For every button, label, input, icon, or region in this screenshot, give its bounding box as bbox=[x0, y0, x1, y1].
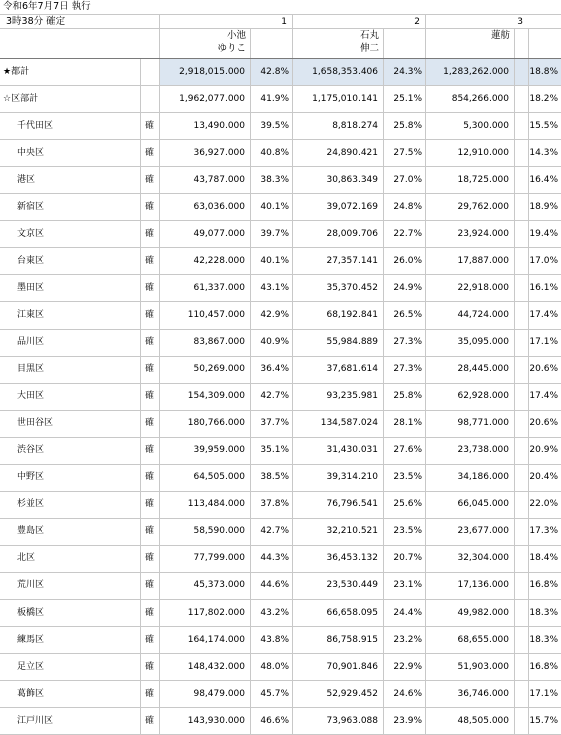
vote-share: 17.4% bbox=[529, 310, 558, 320]
grid-line bbox=[0, 58, 561, 59]
vote-share: 23.5% bbox=[393, 472, 422, 482]
vote-count: 13,490.000 bbox=[193, 121, 245, 131]
status-confirmed: 確 bbox=[145, 337, 155, 347]
ward-name: 北区 bbox=[17, 553, 36, 563]
status-confirmed: 確 bbox=[145, 689, 155, 699]
vote-share: 18.9% bbox=[529, 202, 558, 212]
status-confirmed: 確 bbox=[145, 310, 155, 320]
grid-line bbox=[0, 491, 561, 492]
grid-line bbox=[425, 15, 426, 28]
vote-share: 25.1% bbox=[393, 94, 422, 104]
vote-count: 63,036.000 bbox=[193, 202, 245, 212]
vote-share: 27.5% bbox=[393, 148, 422, 158]
vote-count: 23,738.000 bbox=[457, 445, 509, 455]
vote-share: 14.3% bbox=[529, 148, 558, 158]
vote-count: 48,505.000 bbox=[457, 716, 509, 726]
vote-share: 27.0% bbox=[393, 175, 422, 185]
ward-name: 墨田区 bbox=[17, 283, 45, 293]
vote-count: 32,210.521 bbox=[326, 526, 378, 536]
grid-line bbox=[0, 112, 561, 113]
vote-share: 16.4% bbox=[529, 175, 558, 185]
grid-line bbox=[0, 193, 561, 194]
status-confirmed: 確 bbox=[145, 445, 155, 455]
status-confirmed: 確 bbox=[145, 716, 155, 726]
status-confirmed: 確 bbox=[145, 418, 155, 428]
vote-count: 24,890.421 bbox=[326, 148, 378, 158]
vote-count: 39,072.169 bbox=[326, 202, 378, 212]
grid-line bbox=[0, 85, 561, 86]
vote-share: 20.6% bbox=[529, 418, 558, 428]
vote-count: 134,587.024 bbox=[320, 418, 378, 428]
candidate-number: 1 bbox=[281, 17, 287, 27]
vote-share: 25.6% bbox=[393, 499, 422, 509]
grid-line bbox=[0, 220, 561, 221]
vote-share: 40.8% bbox=[260, 148, 289, 158]
vote-count: 23,530.449 bbox=[326, 580, 378, 590]
vote-share: 40.9% bbox=[260, 337, 289, 347]
vote-share: 44.3% bbox=[260, 553, 289, 563]
vote-share: 17.1% bbox=[529, 689, 558, 699]
vote-share: 22.9% bbox=[393, 662, 422, 672]
vote-share: 23.2% bbox=[393, 635, 422, 645]
vote-count: 1,283,262.000 bbox=[443, 67, 509, 77]
grid-line bbox=[140, 58, 141, 734]
grid-line bbox=[0, 139, 561, 140]
ward-name: 豊島区 bbox=[17, 526, 45, 536]
vote-share: 16.8% bbox=[529, 662, 558, 672]
ward-name: 江戸川区 bbox=[17, 716, 54, 726]
vote-count: 37,681.614 bbox=[326, 364, 378, 374]
grid-line bbox=[0, 329, 561, 330]
candidate-name: 石丸 bbox=[359, 30, 379, 41]
vote-share: 24.8% bbox=[393, 202, 422, 212]
vote-share: 36.4% bbox=[260, 364, 289, 374]
ward-name: 文京区 bbox=[17, 229, 45, 239]
vote-count: 1,658,353.406 bbox=[312, 67, 378, 77]
vote-count: 1,175,010.141 bbox=[312, 94, 378, 104]
vote-count: 2,918,015.000 bbox=[179, 67, 245, 77]
ward-name: 荒川区 bbox=[17, 580, 45, 590]
status-confirmed: 確 bbox=[145, 175, 155, 185]
grid-line bbox=[0, 707, 561, 708]
candidate-name: ゆりこ bbox=[217, 43, 246, 54]
grid-line bbox=[0, 166, 561, 167]
vote-count: 22,918.000 bbox=[457, 283, 509, 293]
ward-name: 品川区 bbox=[17, 337, 45, 347]
grid-line bbox=[383, 28, 384, 734]
status-confirmed: 確 bbox=[145, 580, 155, 590]
ward-name: 足立区 bbox=[17, 662, 45, 672]
vote-share: 27.6% bbox=[393, 445, 422, 455]
ward-name: 大田区 bbox=[17, 391, 45, 401]
vote-share: 20.4% bbox=[529, 472, 558, 482]
vote-count: 83,867.000 bbox=[193, 337, 245, 347]
status-confirmed: 確 bbox=[145, 553, 155, 563]
vote-count: 8,818.274 bbox=[332, 121, 378, 131]
vote-count: 5,300.000 bbox=[463, 121, 509, 131]
ward-name: 港区 bbox=[17, 175, 36, 185]
vote-share: 15.7% bbox=[529, 716, 558, 726]
vote-count: 854,266.000 bbox=[451, 94, 509, 104]
vote-count: 49,077.000 bbox=[193, 229, 245, 239]
vote-count: 27,357.141 bbox=[326, 256, 378, 266]
vote-share: 22.7% bbox=[393, 229, 422, 239]
vote-share: 20.7% bbox=[393, 553, 422, 563]
status-confirmed: 確 bbox=[145, 526, 155, 536]
vote-share: 15.5% bbox=[529, 121, 558, 131]
vote-count: 28,445.000 bbox=[457, 364, 509, 374]
total-label: ★都計 bbox=[3, 67, 30, 77]
grid-line bbox=[250, 28, 251, 734]
vote-count: 49,982.000 bbox=[457, 608, 509, 618]
vote-count: 66,045.000 bbox=[457, 499, 509, 509]
ward-name: 中野区 bbox=[17, 472, 45, 482]
grid-line bbox=[0, 383, 561, 384]
ward-name: 千代田区 bbox=[17, 121, 54, 131]
grid-line bbox=[0, 572, 561, 573]
grid-line bbox=[514, 28, 515, 734]
vote-share: 23.5% bbox=[393, 526, 422, 536]
vote-count: 64,505.000 bbox=[193, 472, 245, 482]
vote-share: 37.8% bbox=[260, 499, 289, 509]
status-confirmed: 確 bbox=[145, 256, 155, 266]
vote-count: 51,903.000 bbox=[457, 662, 509, 672]
grid-line bbox=[0, 518, 561, 519]
vote-share: 24.4% bbox=[393, 608, 422, 618]
ward-name: 台東区 bbox=[17, 256, 45, 266]
vote-count: 36,746.000 bbox=[457, 689, 509, 699]
vote-count: 35,095.000 bbox=[457, 337, 509, 347]
status-confirmed: 確 bbox=[145, 121, 155, 131]
vote-count: 55,984.889 bbox=[326, 337, 378, 347]
vote-share: 28.1% bbox=[393, 418, 422, 428]
ward-name: 目黒区 bbox=[17, 364, 45, 374]
vote-count: 52,929.452 bbox=[326, 689, 378, 699]
vote-share: 48.0% bbox=[260, 662, 289, 672]
ward-name: 新宿区 bbox=[17, 202, 45, 212]
vote-count: 36,927.000 bbox=[193, 148, 245, 158]
vote-count: 148,432.000 bbox=[187, 662, 245, 672]
vote-share: 23.9% bbox=[393, 716, 422, 726]
grid-line bbox=[292, 15, 293, 28]
vote-count: 98,479.000 bbox=[193, 689, 245, 699]
vote-count: 30,863.349 bbox=[326, 175, 378, 185]
vote-share: 44.6% bbox=[260, 580, 289, 590]
grid-line bbox=[159, 28, 160, 734]
vote-count: 93,235.981 bbox=[326, 391, 378, 401]
ward-name: 練馬区 bbox=[17, 635, 45, 645]
vote-share: 40.1% bbox=[260, 256, 289, 266]
ward-name: 江東区 bbox=[17, 310, 45, 320]
vote-share: 46.6% bbox=[260, 716, 289, 726]
vote-share: 24.6% bbox=[393, 689, 422, 699]
vote-count: 29,762.000 bbox=[457, 202, 509, 212]
grid-line bbox=[0, 301, 561, 302]
candidate-name: 蓮舫 bbox=[490, 30, 510, 41]
vote-count: 28,009.706 bbox=[326, 229, 378, 239]
vote-count: 32,304.000 bbox=[457, 553, 509, 563]
status-confirmed: 確 bbox=[145, 283, 155, 293]
status-confirmed: 確 bbox=[145, 635, 155, 645]
ward-name: 渋谷区 bbox=[17, 445, 45, 455]
vote-share: 43.2% bbox=[260, 608, 289, 618]
vote-count: 17,136.000 bbox=[457, 580, 509, 590]
title-time-line: 3時38分 確定 bbox=[6, 16, 66, 27]
vote-share: 38.5% bbox=[260, 472, 289, 482]
vote-share: 38.3% bbox=[260, 175, 289, 185]
status-confirmed: 確 bbox=[145, 364, 155, 374]
vote-share: 42.7% bbox=[260, 391, 289, 401]
grid-line bbox=[0, 274, 561, 275]
vote-count: 68,192.841 bbox=[326, 310, 378, 320]
candidate-number: 3 bbox=[517, 17, 523, 27]
vote-count: 18,725.000 bbox=[457, 175, 509, 185]
vote-count: 39,314.210 bbox=[326, 472, 378, 482]
vote-share: 17.4% bbox=[529, 391, 558, 401]
vote-count: 76,796.541 bbox=[326, 499, 378, 509]
grid-line bbox=[0, 464, 561, 465]
vote-count: 36,453.132 bbox=[326, 553, 378, 563]
ward-name: 中央区 bbox=[17, 148, 45, 158]
vote-count: 17,887.000 bbox=[457, 256, 509, 266]
grid-line bbox=[292, 28, 293, 734]
vote-count: 154,309.000 bbox=[187, 391, 245, 401]
candidate-number: 2 bbox=[414, 17, 420, 27]
ward-name: 世田谷区 bbox=[17, 418, 54, 428]
vote-count: 45,373.000 bbox=[193, 580, 245, 590]
grid-line bbox=[425, 28, 426, 734]
vote-count: 164,174.000 bbox=[187, 635, 245, 645]
grid-line bbox=[0, 680, 561, 681]
vote-count: 23,677.000 bbox=[457, 526, 509, 536]
vote-count: 35,370.452 bbox=[326, 283, 378, 293]
vote-count: 31,430.031 bbox=[326, 445, 378, 455]
grid-line bbox=[0, 247, 561, 248]
vote-share: 24.9% bbox=[393, 283, 422, 293]
vote-share: 25.8% bbox=[393, 391, 422, 401]
vote-count: 50,269.000 bbox=[193, 364, 245, 374]
grid-line bbox=[0, 356, 561, 357]
status-confirmed: 確 bbox=[145, 148, 155, 158]
vote-share: 19.4% bbox=[529, 229, 558, 239]
vote-count: 42,228.000 bbox=[193, 256, 245, 266]
vote-count: 1,962,077.000 bbox=[179, 94, 245, 104]
ward-subtotal-label: ☆区部計 bbox=[3, 94, 39, 104]
vote-share: 18.4% bbox=[529, 553, 558, 563]
vote-share: 23.1% bbox=[393, 580, 422, 590]
ward-name: 板橋区 bbox=[17, 608, 45, 618]
grid-line bbox=[0, 14, 561, 15]
vote-count: 73,963.088 bbox=[326, 716, 378, 726]
vote-share: 35.1% bbox=[260, 445, 289, 455]
vote-share: 45.7% bbox=[260, 689, 289, 699]
vote-count: 43,787.000 bbox=[193, 175, 245, 185]
vote-count: 143,930.000 bbox=[187, 716, 245, 726]
vote-share: 17.3% bbox=[529, 526, 558, 536]
vote-count: 34,186.000 bbox=[457, 472, 509, 482]
status-confirmed: 確 bbox=[145, 202, 155, 212]
vote-share: 18.2% bbox=[529, 94, 558, 104]
vote-share: 43.1% bbox=[260, 283, 289, 293]
vote-share: 42.8% bbox=[260, 67, 289, 77]
vote-share: 18.8% bbox=[529, 67, 558, 77]
candidate-name: 伸二 bbox=[359, 43, 379, 54]
candidate-name: 小池 bbox=[226, 30, 246, 41]
status-confirmed: 確 bbox=[145, 391, 155, 401]
grid-line bbox=[0, 410, 561, 411]
vote-share: 20.6% bbox=[529, 364, 558, 374]
vote-count: 70,901.846 bbox=[326, 662, 378, 672]
grid-line bbox=[0, 599, 561, 600]
status-confirmed: 確 bbox=[145, 472, 155, 482]
vote-share: 42.9% bbox=[260, 310, 289, 320]
vote-count: 86,758.915 bbox=[326, 635, 378, 645]
vote-share: 40.1% bbox=[260, 202, 289, 212]
vote-share: 39.5% bbox=[260, 121, 289, 131]
vote-count: 58,590.000 bbox=[193, 526, 245, 536]
status-confirmed: 確 bbox=[145, 608, 155, 618]
grid-line bbox=[159, 15, 160, 28]
vote-share: 16.1% bbox=[529, 283, 558, 293]
grid-line bbox=[528, 28, 529, 734]
vote-count: 117,802.000 bbox=[187, 608, 245, 618]
vote-share: 18.3% bbox=[529, 635, 558, 645]
vote-count: 66,658.095 bbox=[326, 608, 378, 618]
grid-line bbox=[0, 437, 561, 438]
grid-line bbox=[0, 653, 561, 654]
vote-count: 180,766.000 bbox=[187, 418, 245, 428]
vote-share: 39.7% bbox=[260, 229, 289, 239]
status-confirmed: 確 bbox=[145, 662, 155, 672]
vote-share: 16.8% bbox=[529, 580, 558, 590]
vote-count: 77,799.000 bbox=[193, 553, 245, 563]
vote-count: 113,484.000 bbox=[187, 499, 245, 509]
vote-count: 110,457.000 bbox=[187, 310, 245, 320]
grid-line bbox=[0, 545, 561, 546]
vote-share: 17.0% bbox=[529, 256, 558, 266]
vote-share: 43.8% bbox=[260, 635, 289, 645]
vote-share: 17.1% bbox=[529, 337, 558, 347]
vote-share: 27.3% bbox=[393, 364, 422, 374]
title-date-line: 令和6年7月7日 執行 bbox=[3, 1, 91, 12]
vote-share: 20.9% bbox=[529, 445, 558, 455]
status-confirmed: 確 bbox=[145, 499, 155, 509]
vote-share: 42.7% bbox=[260, 526, 289, 536]
vote-share: 25.8% bbox=[393, 121, 422, 131]
vote-share: 26.0% bbox=[393, 256, 422, 266]
vote-count: 23,924.000 bbox=[457, 229, 509, 239]
ward-name: 葛飾区 bbox=[17, 689, 45, 699]
ward-name: 杉並区 bbox=[17, 499, 45, 509]
vote-share: 27.3% bbox=[393, 337, 422, 347]
vote-count: 12,910.000 bbox=[457, 148, 509, 158]
vote-share: 24.3% bbox=[393, 67, 422, 77]
grid-line bbox=[0, 626, 561, 627]
grid-line bbox=[0, 28, 561, 29]
vote-share: 41.9% bbox=[260, 94, 289, 104]
status-confirmed: 確 bbox=[145, 229, 155, 239]
vote-count: 62,928.000 bbox=[457, 391, 509, 401]
vote-count: 61,337.000 bbox=[193, 283, 245, 293]
vote-count: 68,655.000 bbox=[457, 635, 509, 645]
vote-count: 39,959.000 bbox=[193, 445, 245, 455]
vote-share: 22.0% bbox=[529, 499, 558, 509]
vote-share: 37.7% bbox=[260, 418, 289, 428]
vote-count: 44,724.000 bbox=[457, 310, 509, 320]
vote-share: 18.3% bbox=[529, 608, 558, 618]
vote-share: 26.5% bbox=[393, 310, 422, 320]
vote-count: 98,771.000 bbox=[457, 418, 509, 428]
